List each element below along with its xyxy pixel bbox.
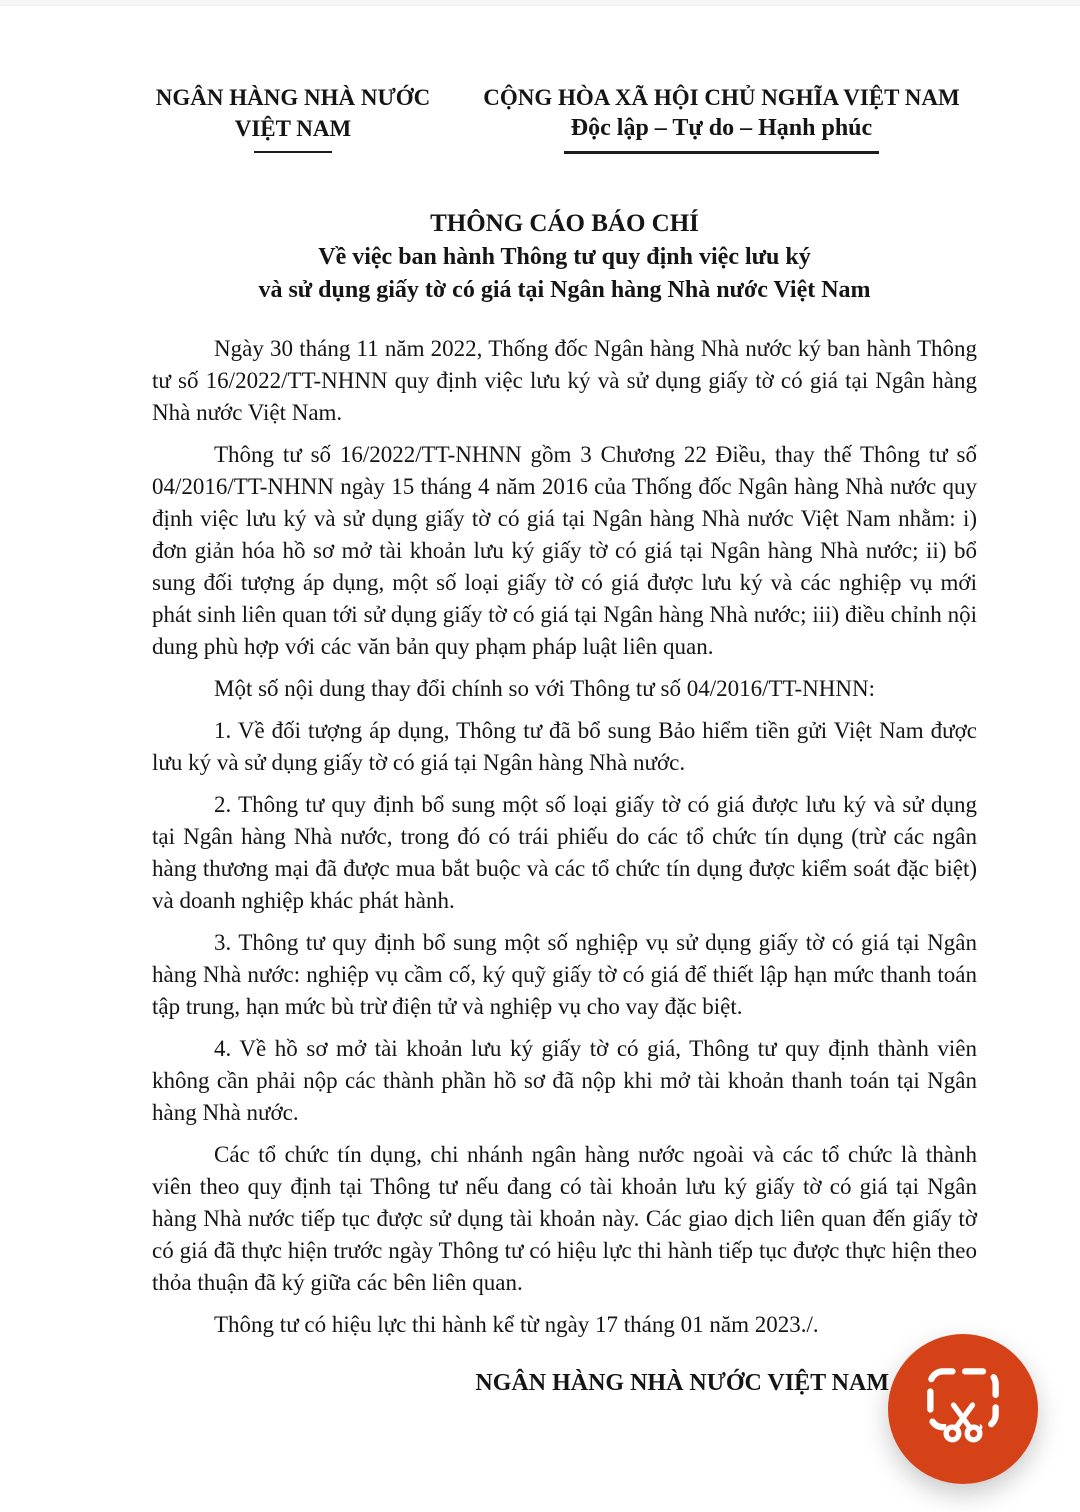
paragraph-changes-lead: Một số nội dung thay đổi chính so với Thông tư số 04/2016/TT-NHNN: — [214, 676, 875, 701]
press-release-subtitle-line1: Về việc ban hành Thông tư quy định việc lưu ký — [318, 244, 811, 270]
paragraph-intro: Ngày 30 tháng 11 năm 2022, Thống đốc Ngân hàng Nhà nước ký ban hành Thông tư số 16/2022/TT-NHNN quy định việc lưu ký và sử dụng giấy tờ có giá tại Ngân hàng Nhà nước Việt Nam. — [152, 336, 977, 425]
screenshot-snip-button[interactable] — [888, 1334, 1038, 1484]
paragraph-change-1: 1. Về đối tượng áp dụng, Thông tư đã bổ sung Bảo hiểm tiền gửi Việt Nam được lưu ký và sử dụng giấy tờ có giá tại Ngân hàng Nhà nước. — [152, 718, 977, 775]
agency-name-line1: NGÂN HÀNG NHÀ NƯỚC — [155, 85, 431, 110]
document-body — [0, 333, 1080, 1399]
document-header — [0, 82, 1080, 154]
national-motto: Độc lập – Tự do – Hạnh phúc — [570, 115, 873, 141]
paragraph-change-4: 4. Về hồ sơ mở tài khoản lưu ký giấy tờ có giá, Thông tư quy định thành viên không cần phải nộp các thành phần hồ sơ đã nộp khi mở tài khoản thanh toán tại Ngân hàng Nhà nước. — [152, 1036, 977, 1125]
paragraph-change-2: 2. Thông tư quy định bổ sung một số loại giấy tờ có giá được lưu ký và sử dụng tại Ngân hàng Nhà nước, trong đó có trái phiếu do các tổ chức tín dụng (trừ các ngân hàng thương mại đã được mua bắt buộc và các tổ chức tín dụng được kiểm soát đặc biệt) và doanh nghiệp khác phát hành. — [152, 792, 977, 913]
top-edge-strip — [0, 0, 1080, 6]
paragraph-change-3: 3. Thông tư quy định bổ sung một số nghiệp vụ sử dụng giấy tờ có giá tại Ngân hàng Nhà nước: nghiệp vụ cầm cố, ký quỹ giấy tờ có giá để thiết lập hạn mức thanh toán tập trung, hạn mức bù trừ điện tử và nghiệp vụ cho vay đặc biệt. — [152, 930, 977, 1019]
document-title-block — [0, 206, 1080, 307]
national-motto-block — [458, 82, 985, 154]
paragraph-transition: Các tổ chức tín dụng, chi nhánh ngân hàng nước ngoài và các tổ chức là thành viên theo quy định tại Thông tư nếu đang có tài khoản lưu ký giấy tờ có giá tại Ngân hàng Nhà nước tiếp tục được sử dụng tài khoản này. Các giao dịch liên quan đến giấy tờ có giá đã thực hiện trước ngày Thông tư có hiệu lực thi hành tiếp tục được thực hiện theo thỏa thuận đã ký giữa các bên liên quan. — [152, 1142, 977, 1295]
paragraph-overview: Thông tư số 16/2022/TT-NHNN gồm 3 Chương 22 Điều, thay thế Thông tư số 04/2016/TT-NHNN ngày 15 tháng 4 năm 2016 của Thống đốc Ngân hàng Nhà nước quy định việc lưu ký và sử dụng giấy tờ có giá tại Ngân hàng Nhà nước Việt Nam nhằm: i) đơn giản hóa hồ sơ mở tài khoản lưu ký giấy tờ có giá tại Ngân hàng Nhà nước; ii) bổ sung đối tượng áp dụng, một số loại giấy tờ có giá được lưu ký và các nghiệp vụ mới phát sinh liên quan tới sử dụng giấy tờ có giá tại Ngân hàng Nhà nước; iii) điều chỉnh nội dung phù hợp với các văn bản quy phạm pháp luật liên quan. — [152, 442, 977, 659]
screenshot-snip-icon — [925, 1364, 1001, 1444]
paragraph-effective-date: Thông tư có hiệu lực thi hành kể từ ngày 17 tháng 01 năm 2023./. — [214, 1312, 819, 1337]
agency-underline — [254, 151, 332, 153]
press-release-subtitle-line2: và sử dụng giấy tờ có giá tại Ngân hàng Nhà nước Việt Nam — [258, 277, 871, 303]
agency-name-line2: VIỆT NAM — [234, 116, 352, 141]
press-release-title: THÔNG CÁO BÁO CHÍ — [430, 210, 699, 237]
motto-underline — [564, 151, 879, 154]
issuing-agency-block — [128, 82, 458, 154]
signature-line: NGÂN HÀNG NHÀ NƯỚC VIỆT NAM — [475, 1370, 889, 1396]
national-title: CỘNG HÒA XÃ HỘI CHỦ NGHĨA VIỆT NAM — [483, 85, 960, 110]
